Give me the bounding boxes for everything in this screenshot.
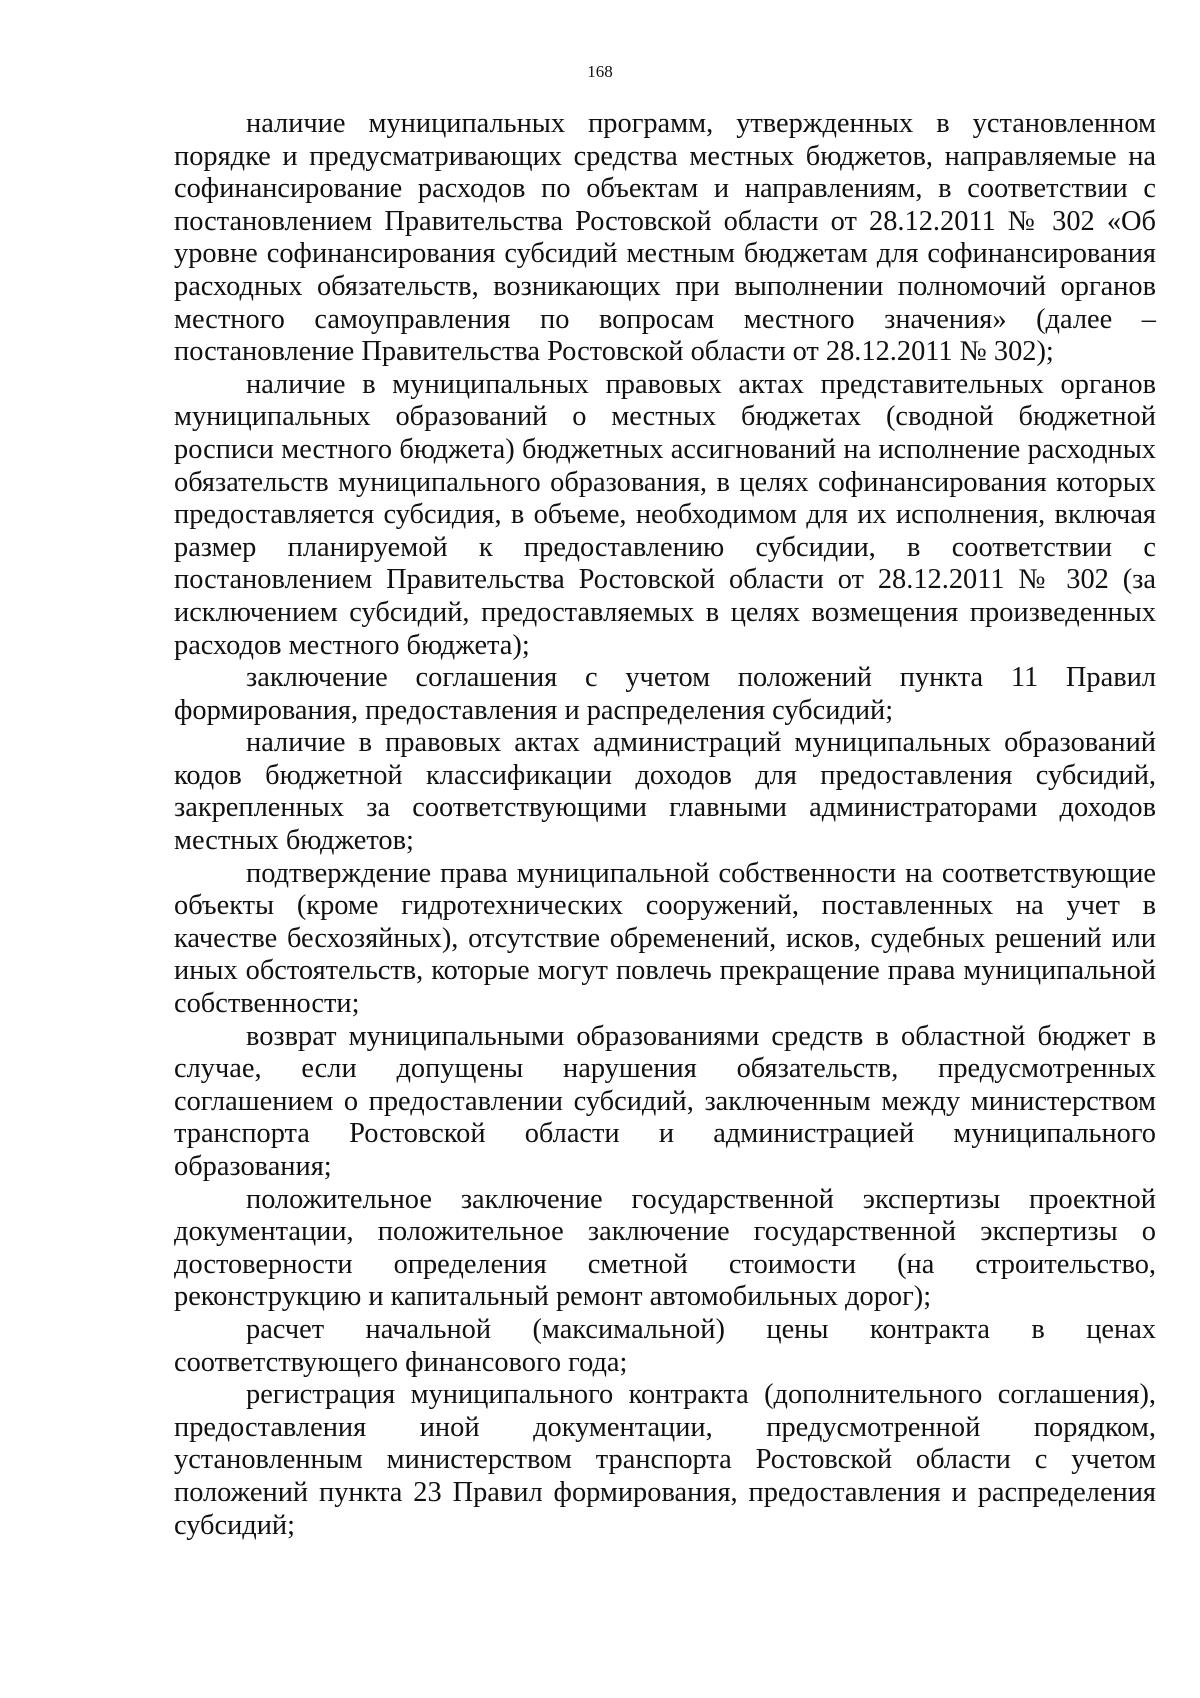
paragraph-budget-allocations: наличие в муниципальных правовых актах представительных органов муниципальных образований о местных бюджетах (сводной бюджетной росписи местного бюджета) бюджетных ассигнований на исполнение расходных обязательств муниципального образования, в целях софинансирования которых предоставляется субсидия, в объеме, необходимом для их исполнения, включая размер планируемой к предоставлению субсидии, в соответствии с постановлением Правительства Ростовской области от 28.12.2011 № 302 (за исключением субсидий, предоставляемых в целях возмещения произведенных расходов местного бюджета);: [174, 368, 1156, 661]
paragraph-budget-classification-codes: наличие в правовых актах администраций муниципальных образований кодов бюджетной классификации доходов для предоставления субсидий, закрепленных за соответствующими главными администраторами доходов местных бюджетов;: [174, 727, 1156, 857]
paragraph-funds-return: возврат муниципальными образованиями средств в областной бюджет в случае, если допущены нарушения обязательств, предусмотренных соглашением о предоставлении субсидий, заключенным между министерством транспорта Ростовской области и администрацией муниципального образования;: [174, 1020, 1156, 1182]
paragraph-municipal-programs: наличие муниципальных программ, утвержденных в установленном порядке и предусматривающих средства местных бюджетов, направляемые на софинансирование расходов по объектам и направлениям, в соответствии с постановлением Правительства Ростовской области от 28.12.2011 № 302 «Об уровне софинансирования субсидий местным бюджетам для софинансирования расходных обязательств, возникающих при выполнении полномочий органов местного самоуправления по вопросам местного значения» (далее – постановление Правительства Ростовской области от 28.12.2011 № 302);: [174, 108, 1156, 368]
paragraph-contract-price-calculation: расчет начальной (максимальной) цены контракта в ценах соответствующего финансового года;: [174, 1313, 1156, 1378]
paragraph-agreement-conclusion: заключение соглашения с учетом положений пункта 11 Правил формирования, предоставления и распределения субсидий;: [174, 662, 1156, 726]
body-text: [174, 108, 1156, 1542]
page-number: 168: [587, 62, 613, 81]
paragraph-contract-registration: регистрация муниципального контракта (дополнительного соглашения), предоставления иной документации, предусмотренной порядком, установленным министерством транспорта Ростовской области с учетом положений пункта 23 Правил формирования, предоставления и распределения субсидий;: [174, 1379, 1156, 1541]
paragraph-state-expertise: положительное заключение государственной экспертизы проектной документации, положительное заключение государственной экспертизы о достоверности определения сметной стоимости (на строительство, реконструкцию и капитальный ремонт автомобильных дорог);: [174, 1183, 1156, 1313]
paragraph-ownership-confirmation: подтверждение права муниципальной собственности на соответствующие объекты (кроме гидротехнических сооружений, поставленных на учет в качестве бесхозяйных), отсутствие обременений, исков, судебных решений или иных обстоятельств, которые могут повлечь прекращение права муниципальной собственности;: [174, 857, 1156, 1020]
